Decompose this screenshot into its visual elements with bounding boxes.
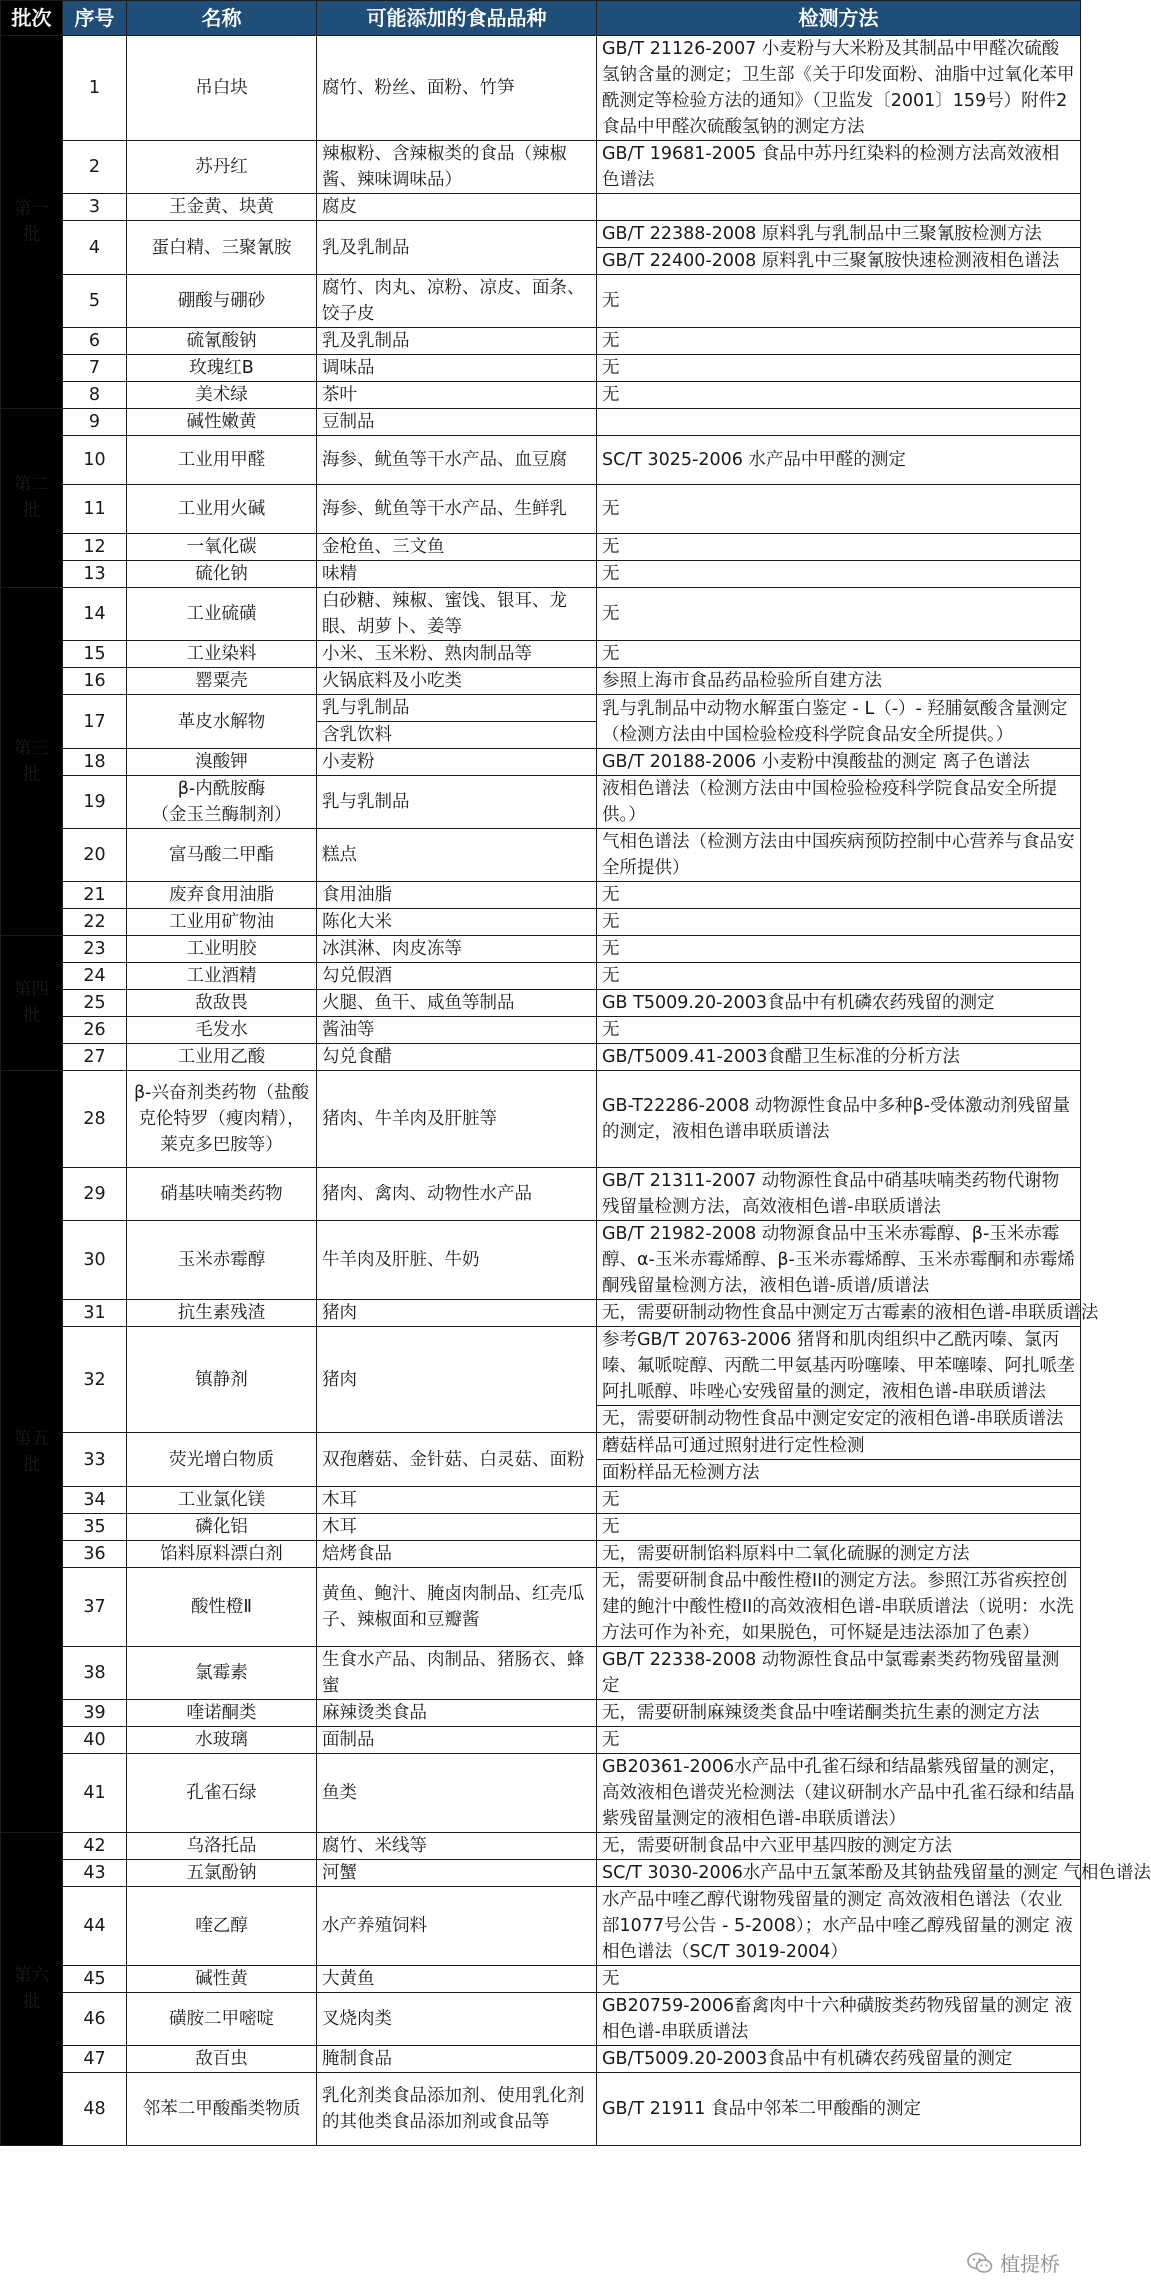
additive-name: 喹乙醇	[127, 1887, 317, 1966]
food-types: 乳及乳制品	[317, 221, 597, 275]
table-row	[1, 829, 1081, 882]
table-row	[1, 963, 1081, 990]
table-row	[1, 990, 1081, 1017]
wechat-icon	[966, 2249, 994, 2277]
test-method: 无	[597, 328, 1081, 355]
row-number: 19	[63, 776, 127, 829]
test-method: GB/T 22400-2008 原料乳中三聚氰胺快速检测液相色谱法	[597, 248, 1081, 275]
food-types: 叉烧肉类	[317, 1993, 597, 2046]
additive-name: 毛发水	[127, 1017, 317, 1044]
test-method: GB/T 21982-2008 动物源食品中玉米赤霉醇、β-玉米赤霉醇、α-玉米赤霉烯醇、β-玉米赤霉烯醇、玉米赤霉酮和赤霉烯酮残留量检测方法，液相色谱-质谱/质谱法	[597, 1221, 1081, 1300]
header-batch: 批次	[1, 1, 63, 36]
food-types: 火锅底料及小吃类	[317, 668, 597, 695]
row-number: 23	[63, 936, 127, 963]
additive-name: 邻苯二甲酸酯类物质	[127, 2073, 317, 2146]
row-number: 43	[63, 1860, 127, 1887]
additive-name: 敌百虫	[127, 2046, 317, 2073]
table-row	[1, 1700, 1081, 1727]
food-types: 味精	[317, 561, 597, 588]
batch-cell: 第二批	[1, 409, 63, 588]
test-method: GB/T 20188-2006 小麦粉中溴酸盐的测定 离子色谱法	[597, 749, 1081, 776]
row-number: 9	[63, 409, 127, 436]
food-types: 焙烤食品	[317, 1541, 597, 1568]
table-row	[1, 1433, 1081, 1460]
table-row	[1, 1168, 1081, 1221]
table-row	[1, 1327, 1081, 1406]
row-number: 8	[63, 382, 127, 409]
row-number: 14	[63, 588, 127, 641]
row-number: 42	[63, 1833, 127, 1860]
test-method: 液相色谱法（检测方法由中国检验检疫科学院食品安全所提供。）	[597, 776, 1081, 829]
table-row	[1, 355, 1081, 382]
additive-name: 罂粟壳	[127, 668, 317, 695]
test-method: 气相色谱法（检测方法由中国疾病预防控制中心营养与食品安全所提供）	[597, 829, 1081, 882]
additive-name: 工业染料	[127, 641, 317, 668]
row-number: 4	[63, 221, 127, 275]
additive-name: 苏丹红	[127, 141, 317, 194]
table-body	[1, 36, 1151, 2146]
food-types: 腐皮	[317, 194, 597, 221]
additive-name: 磷化铝	[127, 1514, 317, 1541]
food-types: 猪肉	[317, 1300, 597, 1327]
food-types: 猪肉	[317, 1327, 597, 1433]
food-types: 乳与乳制品	[317, 776, 597, 829]
test-method	[597, 409, 1081, 436]
row-number: 31	[63, 1300, 127, 1327]
test-method: 蘑菇样品可通过照射进行定性检测	[597, 1433, 1081, 1460]
food-types: 冰淇淋、肉皮冻等	[317, 936, 597, 963]
food-types: 大黄鱼	[317, 1966, 597, 1993]
test-method: 无	[597, 909, 1081, 936]
header-number: 序号	[63, 1, 127, 36]
additive-name: 酸性橙Ⅱ	[127, 1568, 317, 1647]
table-row	[1, 1541, 1081, 1568]
additive-name: 蛋白精、三聚氰胺	[127, 221, 317, 275]
additive-name: 馅料原料漂白剂	[127, 1541, 317, 1568]
additive-name: 革皮水解物	[127, 695, 317, 749]
food-types: 生食水产品、肉制品、猪肠衣、蜂蜜	[317, 1647, 597, 1700]
additive-name: 镇静剂	[127, 1327, 317, 1433]
table-row	[1, 409, 1081, 436]
food-types: 白砂糖、辣椒、蜜饯、银耳、龙眼、胡萝卜、姜等	[317, 588, 597, 641]
additive-name: 一氧化碳	[127, 534, 317, 561]
food-types: 食用油脂	[317, 882, 597, 909]
row-number: 1	[63, 36, 127, 141]
food-types: 辣椒粉、含辣椒类的食品（辣椒酱、辣味调味品）	[317, 141, 597, 194]
table-row	[1, 588, 1081, 641]
table-row	[1, 1221, 1081, 1300]
food-types: 金枪鱼、三文鱼	[317, 534, 597, 561]
food-types: 麻辣烫类食品	[317, 1700, 597, 1727]
table-row	[1, 561, 1081, 588]
test-method: 无	[597, 1966, 1081, 1993]
food-types: 小麦粉	[317, 749, 597, 776]
test-method: GB/T 22388-2008 原料乳与乳制品中三聚氰胺检测方法	[597, 221, 1081, 248]
food-types: 牛羊肉及肝脏、牛奶	[317, 1221, 597, 1300]
table-row	[1, 1647, 1081, 1700]
food-types: 海参、鱿鱼等干水产品、生鲜乳	[317, 485, 597, 534]
row-number: 24	[63, 963, 127, 990]
test-method: 无，需要研制馅料原料中二氧化硫脲的测定方法	[597, 1541, 1081, 1568]
row-number: 3	[63, 194, 127, 221]
row-number: 27	[63, 1044, 127, 1071]
test-method: 无，需要研制麻辣烫类食品中喹诺酮类抗生素的测定方法	[597, 1700, 1081, 1727]
additive-name: 工业氯化镁	[127, 1487, 317, 1514]
row-number: 28	[63, 1071, 127, 1168]
test-method: 无，需要研制动物性食品中测定万古霉素的液相色谱-串联质谱法	[597, 1300, 1081, 1327]
row-number: 35	[63, 1514, 127, 1541]
table-row	[1, 1071, 1081, 1168]
additive-name: 工业酒精	[127, 963, 317, 990]
row-number: 26	[63, 1017, 127, 1044]
additive-name: 工业明胶	[127, 936, 317, 963]
table-row	[1, 1487, 1081, 1514]
additive-name: 废弃食用油脂	[127, 882, 317, 909]
additive-name: 硼酸与硼砂	[127, 275, 317, 328]
food-types: 鱼类	[317, 1754, 597, 1833]
row-number: 5	[63, 275, 127, 328]
food-types: 水产养殖饲料	[317, 1887, 597, 1966]
food-types: 陈化大米	[317, 909, 597, 936]
batch-cell: 第五批	[1, 1071, 63, 1833]
test-method: SC/T 3030-2006水产品中五氯苯酚及其钠盐残留量的测定 气相色谱法	[597, 1860, 1081, 1887]
table-row	[1, 328, 1081, 355]
row-number: 41	[63, 1754, 127, 1833]
row-number: 16	[63, 668, 127, 695]
test-method: 无，需要研制食品中酸性橙II的测定方法。参照江苏省疾控创建的鲍汁中酸性橙II的高效液相色谱-串联质谱法（说明：水洗方法可作为补充，如果脱色，可怀疑是违法添加了色素）	[597, 1568, 1081, 1647]
test-method: 无，需要研制动物性食品中测定安定的液相色谱-串联质谱法	[597, 1406, 1081, 1433]
food-types: 勾兑假酒	[317, 963, 597, 990]
row-number: 46	[63, 1993, 127, 2046]
test-method: 无	[597, 355, 1081, 382]
food-types: 糕点	[317, 829, 597, 882]
table-row	[1, 1514, 1081, 1541]
test-method: 无	[597, 485, 1081, 534]
table-row	[1, 485, 1081, 534]
batch-cell: 第三批	[1, 588, 63, 936]
row-number: 7	[63, 355, 127, 382]
food-types: 海参、鱿鱼等干水产品、血豆腐	[317, 436, 597, 485]
test-method: 无	[597, 1017, 1081, 1044]
row-number: 48	[63, 2073, 127, 2146]
row-number: 12	[63, 534, 127, 561]
additive-name: 敌敌畏	[127, 990, 317, 1017]
additive-name: 乌洛托品	[127, 1833, 317, 1860]
table-row	[1, 1300, 1081, 1327]
test-method	[597, 194, 1081, 221]
table-row	[1, 776, 1081, 829]
additive-name: 吊白块	[127, 36, 317, 141]
row-number: 18	[63, 749, 127, 776]
header-food-types: 可能添加的食品品种	[317, 1, 597, 36]
additive-name: 抗生素残渣	[127, 1300, 317, 1327]
additive-name: 工业硫磺	[127, 588, 317, 641]
test-method: GB/T 21126-2007 小麦粉与大米粉及其制品中甲醛次硫酸氢钠含量的测定；卫生部《关于印发面粉、油脂中过氧化苯甲酰测定等检验方法的通知》（卫监发〔2001〕159号）附件2 食品中甲醛次硫酸氢钠的测定方法	[597, 36, 1081, 141]
food-types: 小米、玉米粉、熟肉制品等	[317, 641, 597, 668]
additive-name: 王金黄、块黄	[127, 194, 317, 221]
table-row	[1, 1754, 1081, 1833]
additive-name: 碱性黄	[127, 1966, 317, 1993]
row-number: 13	[63, 561, 127, 588]
test-method: GB/T 22338-2008 动物源性食品中氯霉素类药物残留量测定	[597, 1647, 1081, 1700]
additive-name: 玉米赤霉醇	[127, 1221, 317, 1300]
batch-cell: 第一批	[1, 36, 63, 409]
row-number: 45	[63, 1966, 127, 1993]
food-types: 黄鱼、鲍汁、腌卤肉制品、红壳瓜子、辣椒面和豆瓣酱	[317, 1568, 597, 1647]
food-types: 茶叶	[317, 382, 597, 409]
additive-name: 孔雀石绿	[127, 1754, 317, 1833]
food-types: 腐竹、米线等	[317, 1833, 597, 1860]
test-method: 水产品中喹乙醇代谢物残留量的测定 高效液相色谱法（农业部1077号公告 - 5-2008）；水产品中喹乙醇残留量的测定 液相色谱法（SC/T 3019-2004）	[597, 1887, 1081, 1966]
test-method: 无	[597, 1487, 1081, 1514]
food-types: 木耳	[317, 1487, 597, 1514]
food-types: 猪肉、禽肉、动物性水产品	[317, 1168, 597, 1221]
row-number: 2	[63, 141, 127, 194]
table-row	[1, 194, 1081, 221]
header-name: 名称	[127, 1, 317, 36]
test-method: GB T5009.20-2003食品中有机磷农药残留的测定	[597, 990, 1081, 1017]
table-row	[1, 936, 1081, 963]
row-number: 34	[63, 1487, 127, 1514]
row-number: 38	[63, 1647, 127, 1700]
test-method: 无，需要研制食品中六亚甲基四胺的测定方法	[597, 1833, 1081, 1860]
food-types: 乳化剂类食品添加剂、使用乳化剂的其他类食品添加剂或食品等	[317, 2073, 597, 2146]
food-types: 木耳	[317, 1514, 597, 1541]
row-number: 20	[63, 829, 127, 882]
test-method: 无	[597, 1514, 1081, 1541]
row-number: 30	[63, 1221, 127, 1300]
additive-name: 工业用矿物油	[127, 909, 317, 936]
table-row	[1, 1044, 1081, 1071]
table-header-row	[1, 1, 1081, 36]
row-number: 11	[63, 485, 127, 534]
table-row	[1, 1568, 1081, 1647]
test-method: 无	[597, 882, 1081, 909]
row-number: 22	[63, 909, 127, 936]
header-test-method: 检测方法	[597, 1, 1081, 36]
row-number: 17	[63, 695, 127, 749]
table-row	[1, 2073, 1081, 2146]
test-method: 无	[597, 1727, 1081, 1754]
table-row	[1, 382, 1081, 409]
table-row	[1, 1966, 1081, 1993]
table-row	[1, 275, 1081, 328]
test-method: GB/T5009.20-2003食品中有机磷农药残留量的测定	[597, 2046, 1081, 2073]
test-method: 无	[597, 534, 1081, 561]
additive-name: 硫化钠	[127, 561, 317, 588]
table-row	[1, 1017, 1081, 1044]
additive-name	[127, 776, 317, 829]
test-method: GB/T 21911 食品中邻苯二甲酸酯的测定	[597, 2073, 1081, 2146]
table-row	[1, 749, 1081, 776]
batch-cell: 第四批	[1, 936, 63, 1071]
row-number: 29	[63, 1168, 127, 1221]
row-number: 44	[63, 1887, 127, 1966]
test-method: 无	[597, 382, 1081, 409]
table-row	[1, 882, 1081, 909]
test-method: 无	[597, 588, 1081, 641]
watermark	[960, 2246, 1066, 2279]
additive-name: 磺胺二甲嘧啶	[127, 1993, 317, 2046]
test-method: 无	[597, 561, 1081, 588]
food-types: 腐竹、肉丸、凉粉、凉皮、面条、饺子皮	[317, 275, 597, 328]
additive-name: 氯霉素	[127, 1647, 317, 1700]
batch-cell: 第六批	[1, 1833, 63, 2146]
row-number: 15	[63, 641, 127, 668]
test-method: GB/T 21311-2007 动物源性食品中硝基呋喃类药物代谢物残留量检测方法，高效液相色谱-串联质谱法	[597, 1168, 1081, 1221]
row-number: 36	[63, 1541, 127, 1568]
row-number: 32	[63, 1327, 127, 1433]
additive-name: 硫氰酸钠	[127, 328, 317, 355]
test-method: GB20361-2006水产品中孔雀石绿和结晶紫残留量的测定，高效液相色谱荧光检测法（建议研制水产品中孔雀石绿和结晶紫残留量测定的液相色谱-串联质谱法）	[597, 1754, 1081, 1833]
row-number: 39	[63, 1700, 127, 1727]
row-number: 10	[63, 436, 127, 485]
additive-name: 喹诺酮类	[127, 1700, 317, 1727]
watermark-text: 植提桥	[1000, 2252, 1060, 2276]
row-number: 25	[63, 990, 127, 1017]
table-row	[1, 695, 1081, 722]
table-row	[1, 1833, 1081, 1860]
additive-name: 工业用乙酸	[127, 1044, 317, 1071]
food-types: 面制品	[317, 1727, 597, 1754]
food-types: 乳及乳制品	[317, 328, 597, 355]
table-row	[1, 1727, 1081, 1754]
food-types: 猪肉、牛羊肉及肝脏等	[317, 1071, 597, 1168]
row-number: 33	[63, 1433, 127, 1487]
table-row	[1, 141, 1081, 194]
food-types: 河蟹	[317, 1860, 597, 1887]
food-types: 含乳饮料	[317, 722, 597, 749]
test-method: 乳与乳制品中动物水解蛋白鉴定 - L（-）- 羟脯氨酸含量测定（检测方法由中国检验检疫科学院食品安全所提供。）	[597, 695, 1081, 749]
additive-name: β-兴奋剂类药物（盐酸克伦特罗（瘦肉精），莱克多巴胺等）	[127, 1071, 317, 1168]
table-row	[1, 436, 1081, 485]
test-method: 无	[597, 963, 1081, 990]
additive-name: 美术绿	[127, 382, 317, 409]
test-method: 无	[597, 641, 1081, 668]
additive-name: 水玻璃	[127, 1727, 317, 1754]
row-number: 47	[63, 2046, 127, 2073]
test-method: 面粉样品无检测方法	[597, 1460, 1081, 1487]
food-types: 调味品	[317, 355, 597, 382]
additive-name: 硝基呋喃类药物	[127, 1168, 317, 1221]
row-number: 6	[63, 328, 127, 355]
table-row	[1, 1860, 1081, 1887]
additive-name-line: β-内酰胺酶	[177, 779, 266, 799]
food-types: 腐竹、粉丝、面粉、竹笋	[317, 36, 597, 141]
test-method: 参照上海市食品药品检验所自建方法	[597, 668, 1081, 695]
additive-name: 五氯酚钠	[127, 1860, 317, 1887]
table-row	[1, 221, 1081, 248]
food-types: 勾兑食醋	[317, 1044, 597, 1071]
additive-name: 工业用火碱	[127, 485, 317, 534]
test-method: GB/T 19681-2005 食品中苏丹红染料的检测方法高效液相色谱法	[597, 141, 1081, 194]
table-row	[1, 641, 1081, 668]
table-row	[1, 1993, 1081, 2046]
food-types: 腌制食品	[317, 2046, 597, 2073]
row-number: 40	[63, 1727, 127, 1754]
test-method: GB20759-2006畜禽肉中十六种磺胺类药物残留量的测定 液相色谱-串联质谱法	[597, 1993, 1081, 2046]
test-method: 无	[597, 936, 1081, 963]
additive-name: 荧光增白物质	[127, 1433, 317, 1487]
additive-name: 富马酸二甲酯	[127, 829, 317, 882]
test-method: GB/T5009.41-2003食醋卫生标准的分析方法	[597, 1044, 1081, 1071]
additive-name: 溴酸钾	[127, 749, 317, 776]
row-number: 21	[63, 882, 127, 909]
test-method: 无	[597, 275, 1081, 328]
food-types: 火腿、鱼干、咸鱼等制品	[317, 990, 597, 1017]
table-row	[1, 909, 1081, 936]
additive-name: 碱性嫩黄	[127, 409, 317, 436]
food-types: 乳与乳制品	[317, 695, 597, 722]
additive-name-line: （金玉兰酶制剂）	[151, 805, 292, 825]
table-row	[1, 1887, 1081, 1966]
food-types: 豆制品	[317, 409, 597, 436]
row-number: 37	[63, 1568, 127, 1647]
table-row	[1, 2046, 1081, 2073]
additive-name: 玫瑰红B	[127, 355, 317, 382]
additive-name: 工业用甲醛	[127, 436, 317, 485]
food-types: 酱油等	[317, 1017, 597, 1044]
food-types: 双孢蘑菇、金针菇、白灵菇、面粉	[317, 1433, 597, 1487]
test-method: 参考GB/T 20763-2006 猪肾和肌肉组织中乙酰丙嗪、氯丙嗪、氟哌啶醇、丙酰二甲氨基丙吩噻嗪、甲苯噻嗪、阿扎哌垄阿扎哌醇、咔唑心安残留量的测定，液相色谱-串联质谱法	[597, 1327, 1081, 1406]
test-method: SC/T 3025-2006 水产品中甲醛的测定	[597, 436, 1081, 485]
table-row	[1, 668, 1081, 695]
test-method: GB-T22286-2008 动物源性食品中多种β-受体激动剂残留量的测定，液相色谱串联质谱法	[597, 1071, 1081, 1168]
table-row	[1, 534, 1081, 561]
table-row	[1, 36, 1081, 141]
